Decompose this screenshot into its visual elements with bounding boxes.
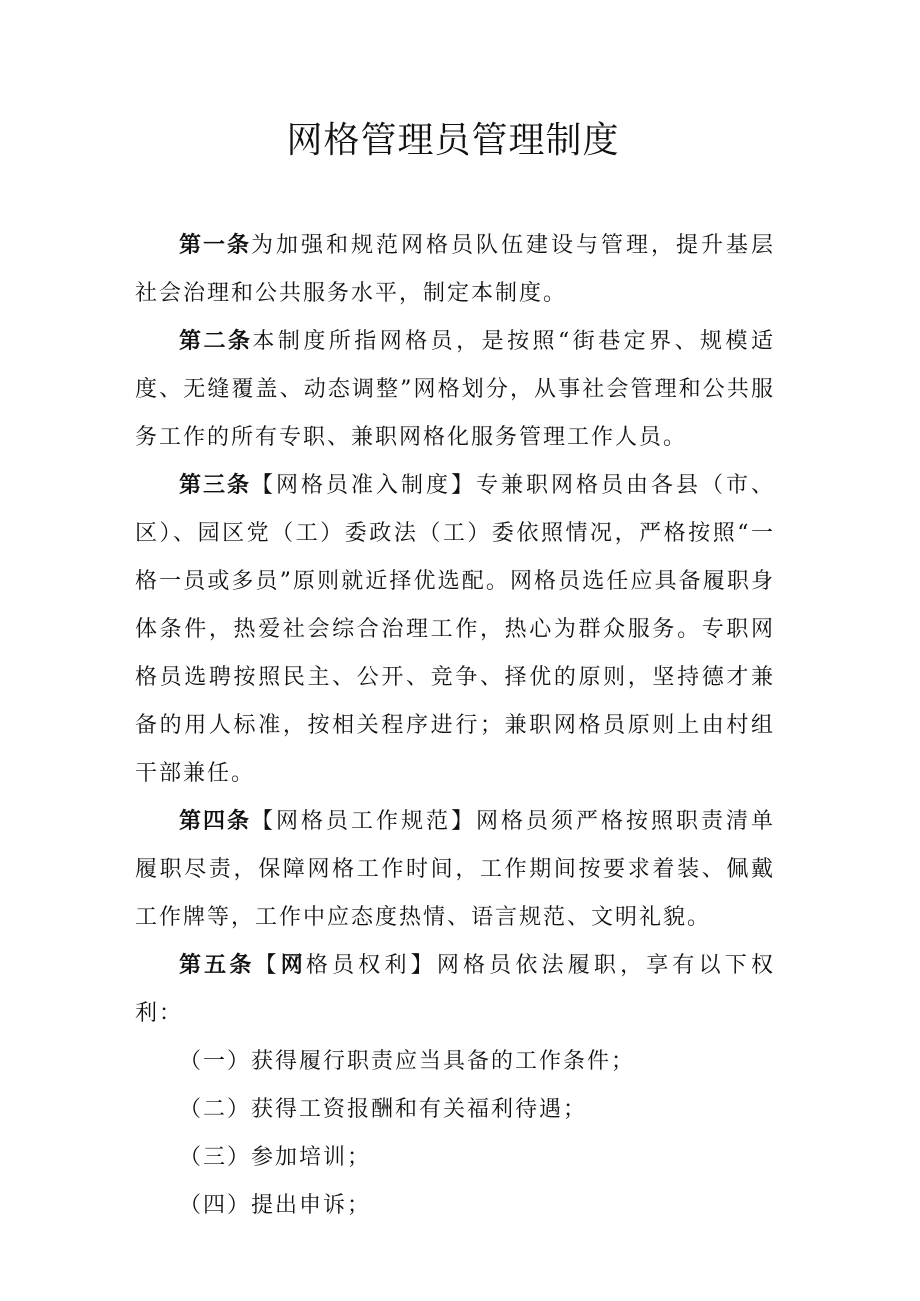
article-heading: 第一条	[179, 233, 251, 258]
article-1	[135, 222, 775, 318]
article-text: 为加强和规范网格员队伍建设与管理，提升基层社会治理和公共服务水平，制定本制度。	[135, 233, 775, 306]
article-2	[135, 318, 775, 462]
article-text-part: 【	[254, 953, 281, 978]
article-heading: 第三条	[179, 473, 251, 498]
article-5	[135, 942, 775, 1038]
rights-item-4: （四）提出申诉；	[179, 1193, 372, 1218]
rights-item-1: （一）获得履行职责应当具备的工作条件；	[179, 1049, 636, 1074]
article-text-part: 格员权利】网格员依法履职，享有以下权利：	[135, 953, 775, 1026]
document-body	[135, 222, 775, 1230]
article-4	[135, 798, 775, 942]
article-heading: 第二条	[179, 329, 253, 354]
article-text: 【网格员工作规范】网格员须严格按照职责清单履职尽责，保障网格工作时间，工作期间按要求着装、佩戴工作牌等，工作中应态度热情、语言规范、文明礼貌。	[135, 809, 775, 930]
rights-item-3: （三）参加培训；	[179, 1145, 372, 1170]
document-title: 网格管理员管理制度	[286, 120, 620, 161]
article-text: 【网格员准入制度】专兼职网格员由各县（市、区）、园区党（工）委政法（工）委依照情况，严格按照“一格一员或多员”原则就近择优选配。网格员选任应具备履职身体条件，热爱社会综合治理工作，热心为群众服务。专职网格员选聘按照民主、公开、竞争、择优的原则，坚持德才兼备的用人标准，按相关程序进行；兼职网格员原则上由村组干部兼任。	[135, 473, 775, 786]
article-text: 本制度所指网格员，是按照“街巷定界、规模适度、无缝覆盖、动态调整”网格划分，从事社会管理和公共服务工作的所有专职、兼职网格化服务管理工作人员。	[135, 329, 775, 450]
article-3	[135, 462, 775, 798]
article-heading: 第四条	[179, 809, 251, 834]
article-heading: 第五条	[179, 953, 255, 978]
article-text-part: 网	[280, 953, 306, 978]
rights-item-2: （二）获得工资报酬和有关福利待遇；	[179, 1097, 588, 1122]
